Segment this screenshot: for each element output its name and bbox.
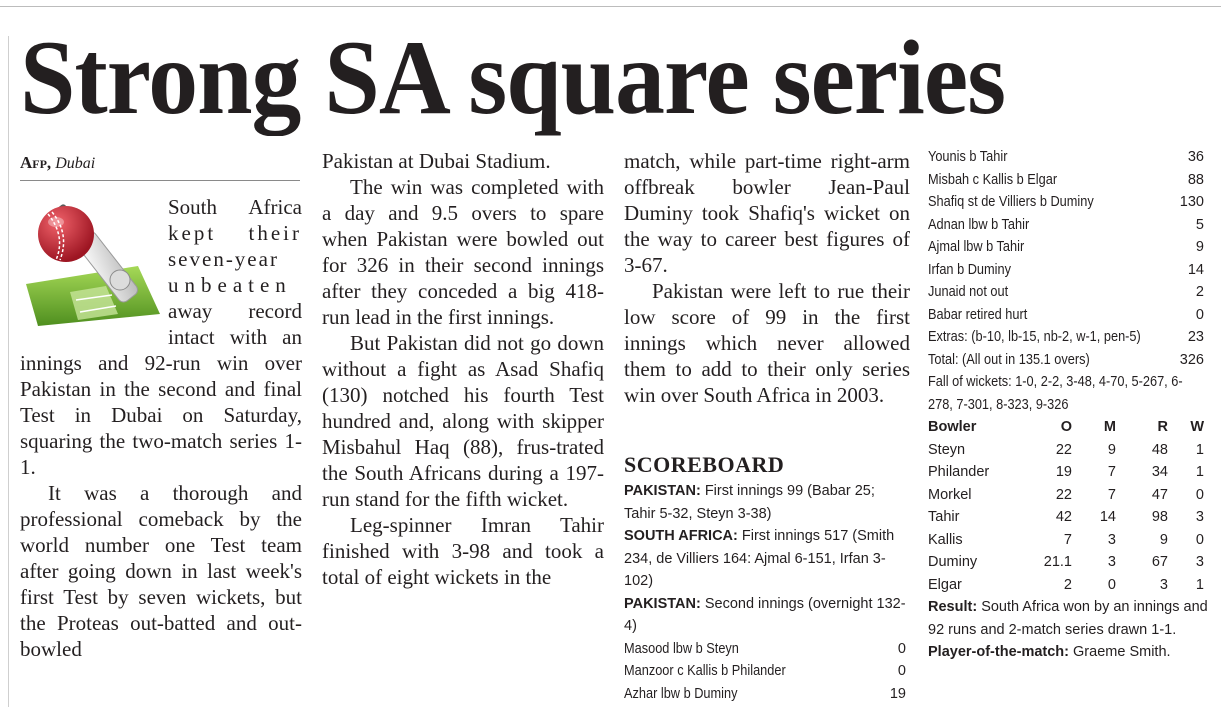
scoreboard-details [928, 146, 1208, 664]
lead-wrap-line: intact with an [168, 325, 302, 349]
player-of-the-match [928, 641, 1208, 664]
motm-label: Player-of-the-match: [928, 644, 1069, 660]
batting-row: Azhar lbw b Duminy 19 [624, 685, 906, 702]
article-column-1 [20, 194, 302, 662]
lead-wrap-line: away record [168, 299, 302, 323]
innings-text: First innings 517 (Smith 234, de Villiers 164: Ajmal 6-151, Irfan 3-102) [624, 528, 895, 589]
lead-wrap-line: seven-year [168, 247, 279, 271]
bowling-header-cell: R [1157, 419, 1168, 435]
innings-text: First innings 99 (Babar 25; Tahir 5-32, Steyn 3-38) [624, 483, 875, 522]
team-label: PAKISTAN: [624, 483, 701, 499]
batting-row: Ajmal lbw b Tahir 9 [928, 239, 1204, 255]
fall-of-wickets-line: 278, 7-301, 8-323, 9-326 [928, 396, 1069, 413]
extras-row: Extras: (b-10, lb-15, nb-2, w-1, pen-5) 23 [928, 329, 1204, 345]
bowling-header-cell: O [1060, 419, 1072, 435]
lead-wrap-line: South Africa [168, 195, 302, 219]
paragraph: match, while part-time right-arm offbreak bowler Jean-Paul Duminy took Shafiq's wicket on the way to career best figures of 3-67. [624, 149, 910, 277]
lead-wrap-line: unbeaten [168, 273, 292, 297]
batting-row: Misbah c Kallis b Elgar 88 [928, 171, 1204, 188]
result-label: Result: [928, 599, 978, 615]
scoreboard-title: SCOREBOARD [624, 452, 785, 477]
batting-row: Junaid not out 2 [928, 284, 1204, 300]
article-column-2 [322, 148, 604, 590]
pakistan-first-innings [624, 480, 910, 525]
paragraph: Pakistan at Dubai Stadium. [322, 149, 551, 173]
team-label: SOUTH AFRICA: [624, 528, 738, 544]
paragraph: It was a thorough and professional comeback by the world number one Test team after going down in last week's first Test by seven wickets, but the Proteas out-batted and out-bowled [20, 481, 302, 661]
top-rule [0, 6, 1221, 7]
match-result [928, 596, 1208, 641]
total-row: Total: (All out in 135.1 overs) 326 [928, 351, 1204, 368]
batting-row: Masood lbw b Steyn 0 [624, 640, 906, 657]
fall-of-wickets-line: Fall of wickets: 1-0, 2-2, 3-48, 4-70, 5-267, 6- [928, 374, 1183, 390]
bowling-row: Morkel 22 7 47 0 [928, 486, 1204, 503]
batting-list-start [624, 638, 910, 706]
byline [20, 153, 300, 181]
lead-paragraph-rest: innings and 92-run win over Pakistan in the second and final Test in Dubai on Saturday, squaring the two-match series 1-1. [20, 351, 302, 479]
byline-agency: Afp, [20, 153, 52, 172]
bowling-row: Elgar 2 0 3 1 [928, 576, 1204, 593]
batting-row: Manzoor c Kallis b Philander 0 [624, 663, 906, 679]
cricket-ball-bat-icon [20, 196, 162, 326]
result-text: South Africa won by an innings and 92 runs and 2-match series drawn 1-1. [928, 599, 1208, 638]
bowling-row: Kallis 7 3 9 0 [928, 531, 1204, 548]
headline: Strong SA square series [20, 19, 1006, 136]
bowling-header-cell: M [1103, 419, 1116, 435]
bowling-table [928, 416, 1208, 596]
paragraph: The win was completed with a day and 9.5 overs to spare when Pakistan were bowled out for 326 in their second innings after they conceded a big 418-run lead in the first innings. [322, 175, 604, 329]
team-label: PAKISTAN: [624, 595, 701, 612]
batting-row: Adnan lbw b Tahir 5 [928, 216, 1204, 233]
bowling-header-cell: W [1190, 419, 1204, 435]
batting-row: Shafiq st de Villiers b Duminy 130 [928, 194, 1204, 210]
article-column-3 [624, 148, 910, 408]
bowling-row: Duminy 21.1 3 67 3 [928, 554, 1204, 570]
batting-row: Babar retired hurt 0 [928, 306, 1204, 323]
paragraph: Pakistan were left to rue their low score of 99 in the first innings which never allowed them to add to their only series win over South Africa in 2003. [624, 279, 910, 407]
innings-text: Second innings (overnight 132-4) [624, 595, 906, 634]
motm-text: Graeme Smith. [1073, 644, 1171, 660]
bowling-header-row [928, 416, 1208, 439]
left-column-rule [8, 36, 9, 707]
bowling-row: Tahir 42 14 98 3 [928, 509, 1204, 525]
batting-row: Younis b Tahir 36 [928, 149, 1204, 165]
lead-wrap-line: kept their [168, 221, 302, 245]
fall-of-wickets [928, 371, 1208, 416]
scoreboard-innings-summary [624, 480, 910, 705]
south-africa-first-innings [624, 525, 910, 593]
bowling-row: Steyn 22 9 48 1 [928, 441, 1204, 458]
byline-place: Dubai [55, 155, 96, 172]
batting-row: Irfan b Duminy 14 [928, 261, 1204, 278]
paragraph: But Pakistan did not go down without a fight as Asad Shafiq (130) notched his fourth Test hundred and, along with skipper Misbahul Haq (88), frus-trated the South Africans during a 197-run stand for the fifth wicket. [322, 331, 604, 511]
paragraph: Leg-spinner Imran Tahir finished with 3-98 and took a total of eight wickets in the [322, 513, 604, 589]
bowling-row: Philander 19 7 34 1 [928, 464, 1204, 480]
pakistan-second-innings [624, 593, 910, 638]
bowling-header-cell: Bowler [928, 419, 977, 435]
